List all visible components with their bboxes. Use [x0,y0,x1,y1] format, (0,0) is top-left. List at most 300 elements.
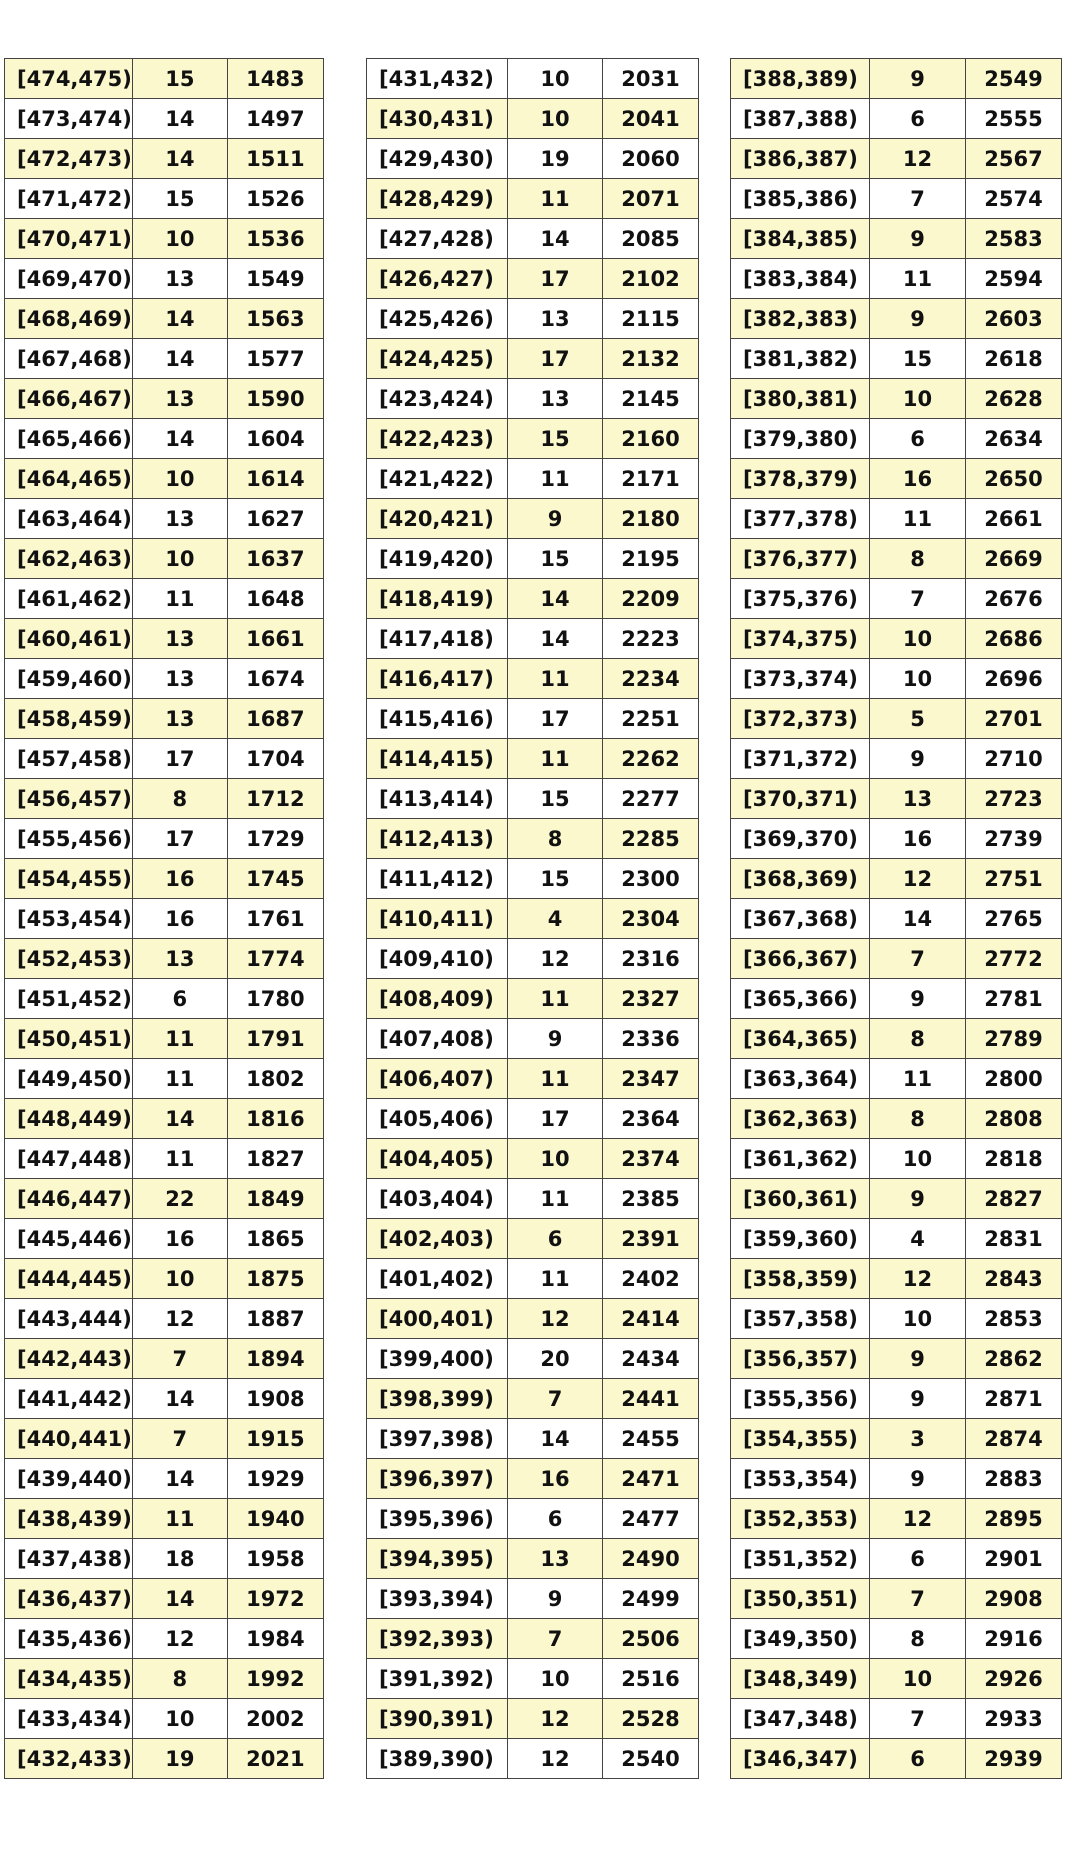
count-cell: 11 [508,659,603,699]
interval-cell: [447,448) [5,1139,133,1179]
interval-cell: [391,392) [367,1659,508,1699]
cumulative-cell: 1637 [227,539,323,579]
count-cell: 13 [508,299,603,339]
cumulative-cell: 2209 [603,579,699,619]
count-cell: 11 [508,1259,603,1299]
count-cell: 15 [508,779,603,819]
cumulative-cell: 2618 [966,339,1062,379]
interval-cell: [442,443) [5,1339,133,1379]
cumulative-cell: 2808 [966,1099,1062,1139]
table-row [367,539,699,579]
table-row [731,1219,1062,1259]
interval-cell: [371,372) [731,739,870,779]
count-cell: 16 [132,1219,227,1259]
interval-cell: [386,387) [731,139,870,179]
interval-cell: [366,367) [731,939,870,979]
count-cell: 9 [508,1579,603,1619]
interval-cell: [372,373) [731,699,870,739]
table-row [5,99,324,139]
count-cell: 17 [132,819,227,859]
cumulative-cell: 1704 [227,739,323,779]
cumulative-cell: 1526 [227,179,323,219]
cumulative-cell: 2285 [603,819,699,859]
cumulative-cell: 2414 [603,1299,699,1339]
cumulative-cell: 1674 [227,659,323,699]
count-cell: 17 [508,1099,603,1139]
cumulative-cell: 2901 [966,1539,1062,1579]
cumulative-cell: 1802 [227,1059,323,1099]
frequency-table-3 [730,58,1062,1779]
cumulative-cell: 2739 [966,819,1062,859]
interval-cell: [364,365) [731,1019,870,1059]
interval-cell: [449,450) [5,1059,133,1099]
table-row [5,1179,324,1219]
cumulative-cell: 2262 [603,739,699,779]
cumulative-cell: 2853 [966,1299,1062,1339]
count-cell: 13 [132,499,227,539]
cumulative-cell: 1894 [227,1339,323,1379]
count-cell: 14 [508,219,603,259]
interval-cell: [400,401) [367,1299,508,1339]
count-cell: 17 [508,259,603,299]
table-row [5,59,324,99]
interval-cell: [416,417) [367,659,508,699]
table-row [367,1539,699,1579]
cumulative-cell: 2180 [603,499,699,539]
interval-cell: [471,472) [5,179,133,219]
cumulative-cell: 2843 [966,1259,1062,1299]
interval-cell: [382,383) [731,299,870,339]
cumulative-cell: 2336 [603,1019,699,1059]
table-row [731,859,1062,899]
table-row [731,1179,1062,1219]
cumulative-cell: 1984 [227,1619,323,1659]
interval-cell: [383,384) [731,259,870,299]
table-row [5,1699,324,1739]
table-row [367,739,699,779]
table-row [731,1099,1062,1139]
cumulative-cell: 1992 [227,1659,323,1699]
count-cell: 14 [132,99,227,139]
table-row [731,819,1062,859]
count-cell: 5 [870,699,966,739]
count-cell: 17 [508,339,603,379]
cumulative-cell: 2567 [966,139,1062,179]
interval-cell: [379,380) [731,419,870,459]
cumulative-cell: 2234 [603,659,699,699]
interval-cell: [368,369) [731,859,870,899]
interval-cell: [421,422) [367,459,508,499]
count-cell: 12 [870,1499,966,1539]
count-cell: 7 [870,1699,966,1739]
table-row [5,499,324,539]
cumulative-cell: 1827 [227,1139,323,1179]
count-cell: 16 [132,859,227,899]
count-cell: 9 [870,299,966,339]
interval-cell: [430,431) [367,99,508,139]
table-row [5,859,324,899]
interval-cell: [363,364) [731,1059,870,1099]
cumulative-cell: 1865 [227,1219,323,1259]
count-cell: 10 [132,219,227,259]
interval-cell: [414,415) [367,739,508,779]
count-cell: 12 [508,1739,603,1779]
cumulative-cell: 2916 [966,1619,1062,1659]
table-row [367,1019,699,1059]
count-cell: 6 [870,419,966,459]
table-row [731,979,1062,1019]
table-row [731,699,1062,739]
table-row [367,979,699,1019]
count-cell: 7 [870,1579,966,1619]
table-row [731,179,1062,219]
cumulative-cell: 2402 [603,1259,699,1299]
interval-cell: [393,394) [367,1579,508,1619]
count-cell: 14 [132,1579,227,1619]
count-cell: 12 [870,1259,966,1299]
table-row [367,659,699,699]
count-cell: 17 [508,699,603,739]
interval-cell: [367,368) [731,899,870,939]
table-row [5,579,324,619]
table-row [367,859,699,899]
cumulative-cell: 2874 [966,1419,1062,1459]
cumulative-cell: 1590 [227,379,323,419]
count-cell: 11 [132,1019,227,1059]
cumulative-cell: 2171 [603,459,699,499]
cumulative-cell: 1875 [227,1259,323,1299]
cumulative-cell: 2862 [966,1339,1062,1379]
interval-cell: [446,447) [5,1179,133,1219]
cumulative-cell: 2364 [603,1099,699,1139]
interval-cell: [469,470) [5,259,133,299]
table-row [5,1099,324,1139]
table-row [5,219,324,259]
cumulative-cell: 2751 [966,859,1062,899]
count-cell: 12 [508,939,603,979]
count-cell: 9 [870,1459,966,1499]
count-cell: 19 [132,1739,227,1779]
table-body [5,59,324,1779]
cumulative-cell: 2115 [603,299,699,339]
cumulative-cell: 1577 [227,339,323,379]
interval-cell: [453,454) [5,899,133,939]
table-row [367,1699,699,1739]
table-row [5,1379,324,1419]
cumulative-cell: 2041 [603,99,699,139]
cumulative-cell: 1549 [227,259,323,299]
table-row [5,259,324,299]
table-row [5,1219,324,1259]
interval-cell: [418,419) [367,579,508,619]
count-cell: 14 [132,1459,227,1499]
cumulative-cell: 2085 [603,219,699,259]
table-row [5,419,324,459]
count-cell: 11 [508,979,603,1019]
interval-cell: [353,354) [731,1459,870,1499]
cumulative-cell: 2772 [966,939,1062,979]
table-row [5,779,324,819]
cumulative-cell: 1791 [227,1019,323,1059]
count-cell: 7 [870,939,966,979]
count-cell: 8 [870,1019,966,1059]
table-row [731,779,1062,819]
table-row [5,1659,324,1699]
count-cell: 9 [870,1379,966,1419]
count-cell: 6 [870,1739,966,1779]
interval-cell: [472,473) [5,139,133,179]
count-cell: 8 [132,779,227,819]
cumulative-cell: 1511 [227,139,323,179]
count-cell: 8 [870,539,966,579]
count-cell: 13 [508,1539,603,1579]
table-row [5,1339,324,1379]
table-row [731,579,1062,619]
count-cell: 12 [132,1299,227,1339]
count-cell: 13 [132,259,227,299]
interval-cell: [444,445) [5,1259,133,1299]
cumulative-cell: 1648 [227,579,323,619]
interval-cell: [405,406) [367,1099,508,1139]
count-cell: 12 [870,859,966,899]
table-row [731,619,1062,659]
count-cell: 13 [132,379,227,419]
interval-cell: [448,449) [5,1099,133,1139]
table-row [367,939,699,979]
table-row [367,259,699,299]
cumulative-cell: 1972 [227,1579,323,1619]
count-cell: 7 [508,1379,603,1419]
cumulative-cell: 2031 [603,59,699,99]
count-cell: 9 [508,499,603,539]
interval-cell: [462,463) [5,539,133,579]
table-body [367,59,699,1779]
count-cell: 13 [132,659,227,699]
count-cell: 4 [508,899,603,939]
interval-cell: [415,416) [367,699,508,739]
interval-cell: [424,425) [367,339,508,379]
count-cell: 9 [870,979,966,1019]
count-cell: 10 [132,539,227,579]
cumulative-cell: 2304 [603,899,699,939]
table-row [5,659,324,699]
interval-cell: [437,438) [5,1539,133,1579]
table-row [367,59,699,99]
cumulative-cell: 2555 [966,99,1062,139]
table-row [5,619,324,659]
count-cell: 7 [132,1339,227,1379]
interval-cell: [466,467) [5,379,133,419]
table-row [5,1619,324,1659]
table-row [367,459,699,499]
cumulative-cell: 2540 [603,1739,699,1779]
count-cell: 9 [870,1179,966,1219]
interval-cell: [377,378) [731,499,870,539]
table-row [731,1539,1062,1579]
count-cell: 16 [132,899,227,939]
interval-cell: [350,351) [731,1579,870,1619]
count-cell: 10 [870,1139,966,1179]
cumulative-cell: 2374 [603,1139,699,1179]
table-row [731,219,1062,259]
table-row [5,539,324,579]
cumulative-cell: 2455 [603,1419,699,1459]
interval-cell: [451,452) [5,979,133,1019]
interval-cell: [402,403) [367,1219,508,1259]
count-cell: 13 [508,379,603,419]
count-cell: 13 [870,779,966,819]
interval-cell: [419,420) [367,539,508,579]
interval-cell: [423,424) [367,379,508,419]
cumulative-cell: 2391 [603,1219,699,1259]
count-cell: 13 [132,939,227,979]
cumulative-cell: 2723 [966,779,1062,819]
interval-cell: [443,444) [5,1299,133,1339]
count-cell: 14 [132,299,227,339]
cumulative-cell: 2490 [603,1539,699,1579]
count-cell: 15 [508,539,603,579]
interval-cell: [359,360) [731,1219,870,1259]
interval-cell: [385,386) [731,179,870,219]
table-row [731,1459,1062,1499]
cumulative-cell: 1887 [227,1299,323,1339]
interval-cell: [361,362) [731,1139,870,1179]
cumulative-cell: 2251 [603,699,699,739]
count-cell: 16 [870,459,966,499]
interval-cell: [439,440) [5,1459,133,1499]
cumulative-cell: 2686 [966,619,1062,659]
count-cell: 10 [870,1659,966,1699]
table-row [367,1099,699,1139]
table-row [367,499,699,539]
count-cell: 14 [132,419,227,459]
interval-cell: [376,377) [731,539,870,579]
count-cell: 9 [508,1019,603,1059]
interval-cell: [461,462) [5,579,133,619]
cumulative-cell: 2789 [966,1019,1062,1059]
interval-cell: [378,379) [731,459,870,499]
cumulative-cell: 2223 [603,619,699,659]
table-row [731,299,1062,339]
table-row [367,219,699,259]
count-cell: 11 [870,259,966,299]
count-cell: 9 [870,59,966,99]
interval-cell: [356,357) [731,1339,870,1379]
table-row [5,939,324,979]
table-row [367,1459,699,1499]
table-row [367,419,699,459]
cumulative-cell: 1729 [227,819,323,859]
interval-cell: [456,457) [5,779,133,819]
table-row [731,1259,1062,1299]
table-row [5,1019,324,1059]
interval-cell: [455,456) [5,819,133,859]
interval-cell: [352,353) [731,1499,870,1539]
cumulative-cell: 2471 [603,1459,699,1499]
table-row [5,1299,324,1339]
cumulative-cell: 2071 [603,179,699,219]
table-row [731,939,1062,979]
table-row [5,179,324,219]
cumulative-cell: 2634 [966,419,1062,459]
cumulative-cell: 1497 [227,99,323,139]
table-row [731,539,1062,579]
cumulative-cell: 2871 [966,1379,1062,1419]
cumulative-cell: 1661 [227,619,323,659]
cumulative-cell: 2434 [603,1339,699,1379]
interval-cell: [349,350) [731,1619,870,1659]
interval-cell: [420,421) [367,499,508,539]
table-row [5,1499,324,1539]
table-row [367,1219,699,1259]
interval-cell: [413,414) [367,779,508,819]
cumulative-cell: 2583 [966,219,1062,259]
table-row [5,899,324,939]
table-row [367,699,699,739]
cumulative-cell: 1958 [227,1539,323,1579]
table-row [731,1059,1062,1099]
cumulative-cell: 2883 [966,1459,1062,1499]
interval-cell: [460,461) [5,619,133,659]
interval-cell: [370,371) [731,779,870,819]
interval-cell: [406,407) [367,1059,508,1099]
cumulative-cell: 2926 [966,1659,1062,1699]
table-row [367,1139,699,1179]
interval-cell: [438,439) [5,1499,133,1539]
interval-cell: [429,430) [367,139,508,179]
cumulative-cell: 2831 [966,1219,1062,1259]
interval-cell: [408,409) [367,979,508,1019]
count-cell: 6 [508,1499,603,1539]
interval-cell: [389,390) [367,1739,508,1779]
cumulative-cell: 2661 [966,499,1062,539]
count-cell: 10 [508,59,603,99]
cumulative-cell: 2818 [966,1139,1062,1179]
cumulative-cell: 2160 [603,419,699,459]
count-cell: 4 [870,1219,966,1259]
interval-cell: [445,446) [5,1219,133,1259]
cumulative-cell: 2132 [603,339,699,379]
interval-cell: [362,363) [731,1099,870,1139]
cumulative-cell: 1614 [227,459,323,499]
count-cell: 11 [508,459,603,499]
interval-cell: [396,397) [367,1459,508,1499]
interval-cell: [348,349) [731,1659,870,1699]
interval-cell: [468,469) [5,299,133,339]
interval-cell: [409,410) [367,939,508,979]
interval-cell: [395,396) [367,1499,508,1539]
interval-cell: [360,361) [731,1179,870,1219]
table-row [731,1339,1062,1379]
count-cell: 11 [508,179,603,219]
count-cell: 22 [132,1179,227,1219]
interval-cell: [434,435) [5,1659,133,1699]
cumulative-cell: 2021 [227,1739,323,1779]
table-row [731,339,1062,379]
count-cell: 7 [508,1619,603,1659]
table-row [5,1139,324,1179]
interval-cell: [410,411) [367,899,508,939]
table-row [5,979,324,1019]
table-row [5,1059,324,1099]
count-cell: 10 [132,1699,227,1739]
interval-cell: [403,404) [367,1179,508,1219]
interval-cell: [426,427) [367,259,508,299]
count-cell: 7 [870,579,966,619]
cumulative-cell: 2939 [966,1739,1062,1779]
cumulative-cell: 1712 [227,779,323,819]
cumulative-cell: 1908 [227,1379,323,1419]
